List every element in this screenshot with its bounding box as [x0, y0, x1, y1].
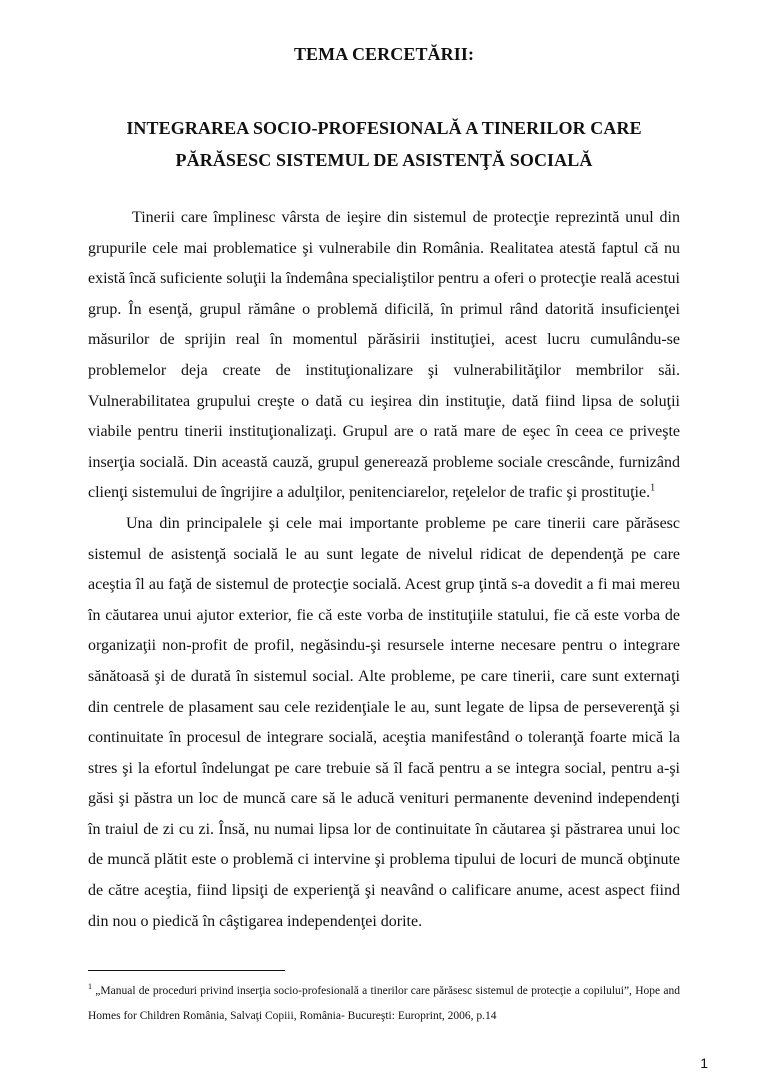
body-text	[88, 203, 680, 937]
paragraph-1-text: Tinerii care împlinesc vârsta de ieşire din sistemul de protecţie reprezintă unul din grupurile cele mai problematice şi vulnerabile din România. Realitatea atestă faptul că nu există încă suficiente soluţii la îndemâna specialiştilor pentru a oferi o protecţie reală acestui grup. În esenţă, grupul rămâne o problemă dificilă, în primul rând datorită insuficienţei măsurilor de sprijin real în momentul părăsirii instituţiei, acest lucru cumulându-se problemelor deja create de instituţionalizare şi vulnerabilităţilor membrilor săi. Vulnerabilitatea grupului creşte o dată cu ieşirea din instituţie, dată fiind lipsa de soluţii viabile pentru tinerii instituţionalizaţi. Grupul are o rată mare de eşec în ceea ce priveşte inserţia socială. Din această cauză, grupul generează probleme sociale crescânde, furnizând clienţi sistemului de îngrijire a adulţilor, penitenciarelor, reţelelor de trafic şi prostituţie.	[88, 209, 680, 502]
topic-heading: TEMA CERCETĂRII:	[293, 44, 475, 64]
footnote-reference: 1	[650, 483, 656, 495]
title-line-2: PĂRĂSESC SISTEMUL DE ASISTENŢĂ SOCIALĂ	[175, 150, 593, 170]
footnote-marker: 1	[88, 982, 92, 992]
title-line-1: INTEGRAREA SOCIO-PROFESIONALĂ A TINERILOR CARE	[126, 118, 642, 138]
document-title	[0, 112, 768, 176]
footnote-text: „Manual de proceduri privind inserţia socio-profesională a tinerilor care părăsesc sistemul de protecţie a copilului”, Hope and Homes for Children România, Salvaţi Copiii, România- Bucureşti: Europrint, 2006, p.14	[88, 985, 681, 1022]
paragraph-2: Una din principalele şi cele mai importante probleme pe care tinerii care părăsesc sistemul de asistenţă socială le au sunt legate de nivelul ridicat de dependenţă pe care aceştia îl au faţă de sistemul de protecţie socială. Acest grup ţintă s-a dovedit a fi mai mereu în căutarea unui ajutor exterior, fie că este vorba de instituţiile statului, fie că este vorba de organizaţii non-profit de profil, negăsindu-şi resursele interne necesare pentru o integrare sănătoasă şi de durată în sistemul social. Alte probleme, pe care tinerii, care sunt externaţi din centrele de plasament sau cele rezidenţiale le au, sunt legate de lipsa de perseverenţă şi continuitate în procesul de integrare socială, aceştia manifestând o toleranţă foarte mică la stres şi la efortul îndelungat pe care trebuie să îl facă pentru a se integra social, pentru a-şi găsi şi păstra un loc de muncă care să le aducă venituri permanente devenind independenţi în traiul de zi cu zi. Însă, nu numai lipsa lor de continuitate în căutarea şi păstrarea unui loc de muncă plătit este o problemă ci intervine şi problema tipului de locuri de muncă obţinute de către aceştia, fiind lipsiţi de experienţă şi neavând o calificare anume, acest aspect fiind din nou o piedică în câştigarea independenţei dorite.	[88, 514, 680, 930]
footnote-separator	[88, 970, 285, 971]
paragraph-1	[88, 203, 680, 509]
page-number: 1	[700, 1055, 708, 1071]
footnote	[88, 979, 680, 1029]
